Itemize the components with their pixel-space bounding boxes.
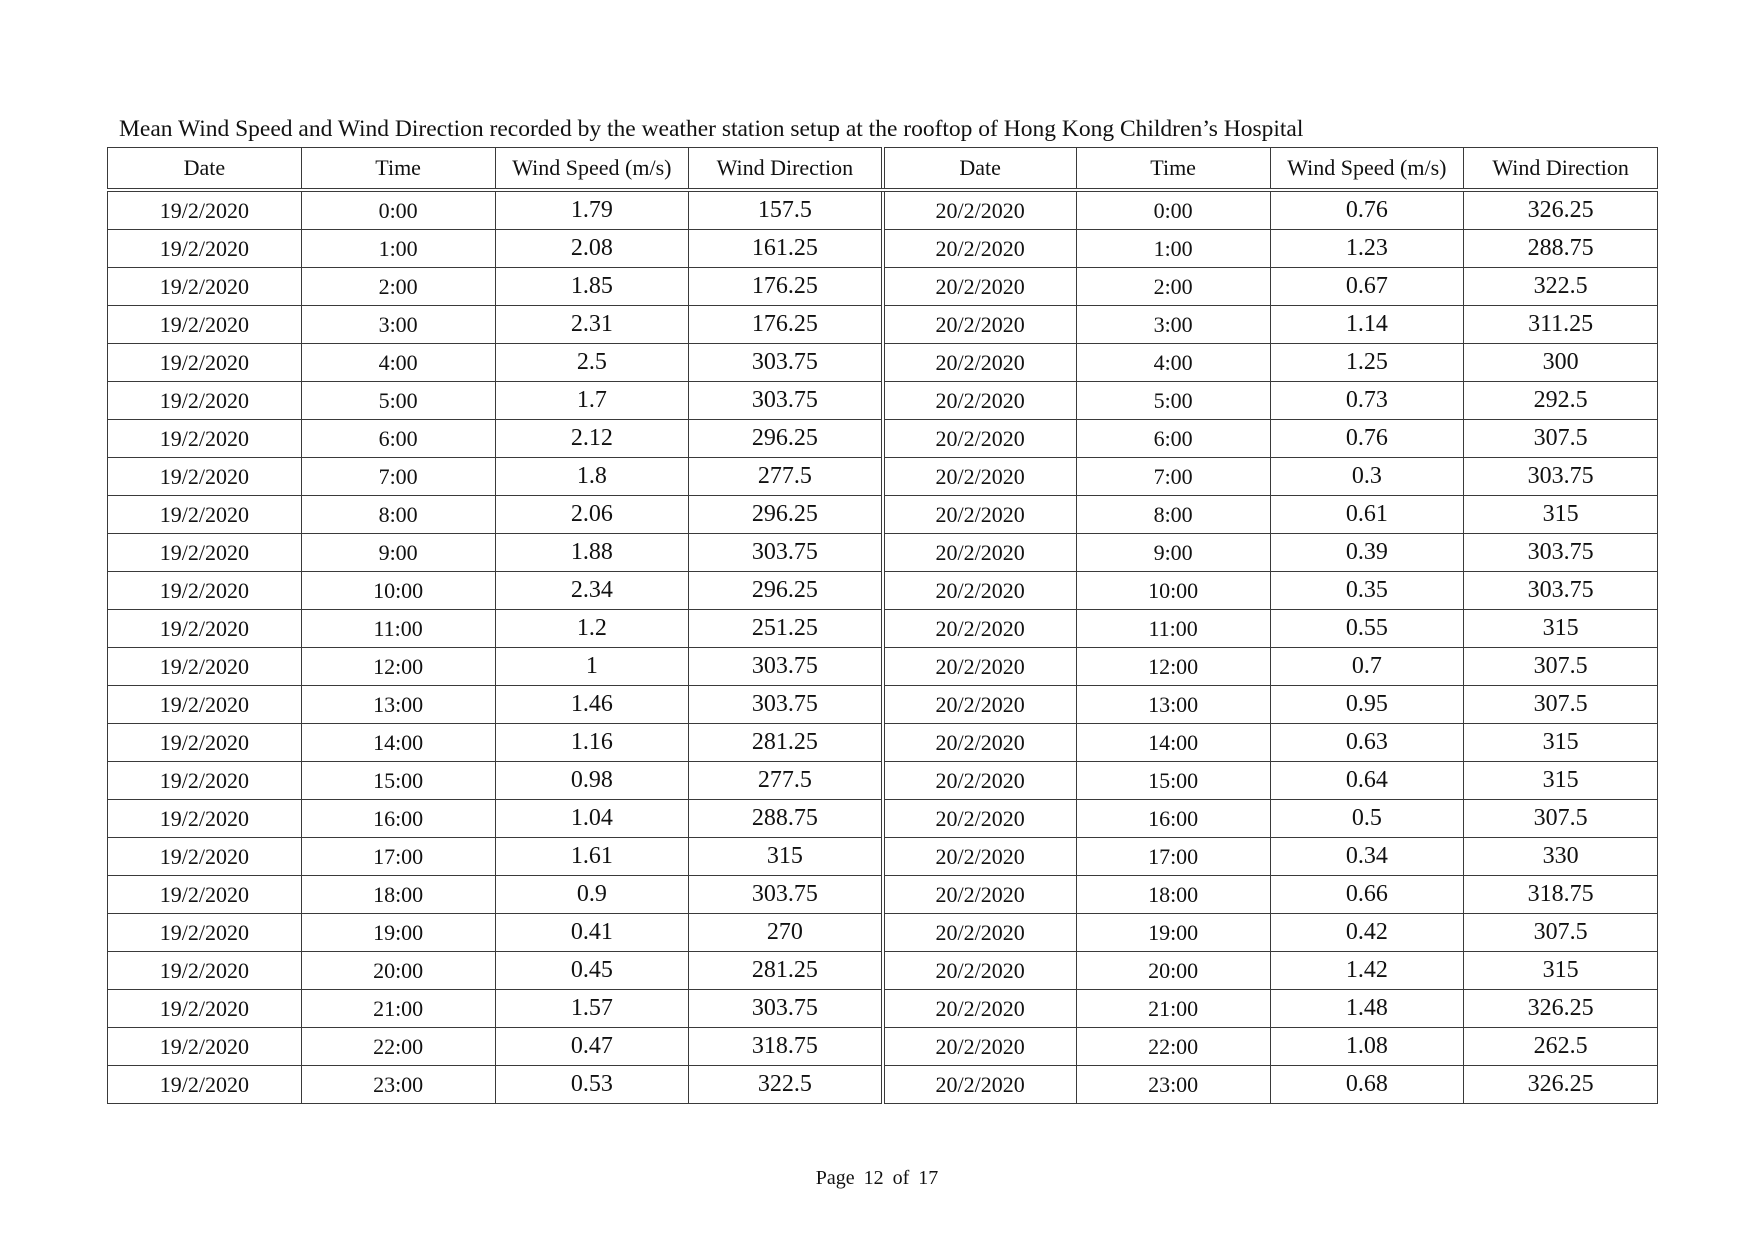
time-cell: 20:00	[301, 952, 495, 990]
date-cell: 20/2/2020	[883, 762, 1077, 800]
date-cell: 19/2/2020	[108, 762, 302, 800]
time-cell: 12:00	[1076, 648, 1270, 686]
time-cell: 11:00	[1076, 610, 1270, 648]
date-cell: 20/2/2020	[883, 382, 1077, 420]
wind-speed-cell: 0.47	[495, 1028, 689, 1066]
table-row	[108, 572, 1658, 610]
date-cell: 20/2/2020	[883, 876, 1077, 914]
time-cell: 2:00	[301, 268, 495, 306]
date-cell: 19/2/2020	[108, 306, 302, 344]
header-wind-speed-left: Wind Speed (m/s)	[495, 148, 689, 191]
wind-direction-cell: 277.5	[689, 762, 883, 800]
date-cell: 19/2/2020	[108, 990, 302, 1028]
wind-direction-cell: 281.25	[689, 724, 883, 762]
time-cell: 7:00	[1076, 458, 1270, 496]
time-cell: 6:00	[301, 420, 495, 458]
table-row	[108, 876, 1658, 914]
wind-speed-cell: 0.98	[495, 762, 689, 800]
table-row	[108, 1028, 1658, 1066]
time-cell: 5:00	[301, 382, 495, 420]
table-row	[108, 306, 1658, 344]
date-cell: 19/2/2020	[108, 876, 302, 914]
wind-direction-cell: 315	[1464, 952, 1658, 990]
header-date-right: Date	[883, 148, 1077, 191]
page-footer	[0, 1167, 1754, 1190]
date-cell: 20/2/2020	[883, 686, 1077, 724]
wind-direction-cell: 296.25	[689, 420, 883, 458]
wind-speed-cell: 1.48	[1270, 990, 1464, 1028]
date-cell: 20/2/2020	[883, 458, 1077, 496]
table-row	[108, 610, 1658, 648]
time-cell: 12:00	[301, 648, 495, 686]
time-cell: 1:00	[1076, 230, 1270, 268]
wind-direction-cell: 315	[1464, 724, 1658, 762]
wind-speed-cell: 0.41	[495, 914, 689, 952]
table-row	[108, 190, 1658, 230]
header-wind-direction-right: Wind Direction	[1464, 148, 1658, 191]
date-cell: 19/2/2020	[108, 610, 302, 648]
wind-direction-cell: 311.25	[1464, 306, 1658, 344]
wind-direction-cell: 318.75	[1464, 876, 1658, 914]
wind-direction-cell: 315	[1464, 610, 1658, 648]
wind-direction-cell: 330	[1464, 838, 1658, 876]
date-cell: 19/2/2020	[108, 724, 302, 762]
date-cell: 19/2/2020	[108, 800, 302, 838]
wind-direction-cell: 270	[689, 914, 883, 952]
wind-speed-cell: 0.3	[1270, 458, 1464, 496]
time-cell: 3:00	[1076, 306, 1270, 344]
table-row	[108, 800, 1658, 838]
time-cell: 10:00	[1076, 572, 1270, 610]
time-cell: 14:00	[301, 724, 495, 762]
wind-speed-cell: 1.16	[495, 724, 689, 762]
date-cell: 19/2/2020	[108, 648, 302, 686]
table-row	[108, 344, 1658, 382]
date-cell: 20/2/2020	[883, 306, 1077, 344]
wind-speed-cell: 2.08	[495, 230, 689, 268]
wind-direction-cell: 326.25	[1464, 190, 1658, 230]
table-row	[108, 952, 1658, 990]
wind-speed-cell: 0.64	[1270, 762, 1464, 800]
wind-speed-cell: 0.7	[1270, 648, 1464, 686]
wind-direction-cell: 157.5	[689, 190, 883, 230]
time-cell: 19:00	[301, 914, 495, 952]
time-cell: 15:00	[301, 762, 495, 800]
wind-direction-cell: 326.25	[1464, 990, 1658, 1028]
wind-direction-cell: 303.75	[689, 648, 883, 686]
header-date-left: Date	[108, 148, 302, 191]
date-cell: 19/2/2020	[108, 534, 302, 572]
time-cell: 17:00	[1076, 838, 1270, 876]
date-cell: 20/2/2020	[883, 952, 1077, 990]
wind-speed-cell: 1.79	[495, 190, 689, 230]
header-wind-direction-left: Wind Direction	[689, 148, 883, 191]
time-cell: 22:00	[1076, 1028, 1270, 1066]
wind-speed-cell: 1.2	[495, 610, 689, 648]
wind-speed-cell: 2.31	[495, 306, 689, 344]
wind-direction-cell: 307.5	[1464, 648, 1658, 686]
date-cell: 20/2/2020	[883, 572, 1077, 610]
time-cell: 16:00	[301, 800, 495, 838]
table-row	[108, 382, 1658, 420]
wind-speed-cell: 1.57	[495, 990, 689, 1028]
table-row	[108, 458, 1658, 496]
wind-data-table	[107, 147, 1658, 1104]
date-cell: 19/2/2020	[108, 230, 302, 268]
header-row	[108, 148, 1658, 191]
wind-direction-cell: 315	[689, 838, 883, 876]
date-cell: 20/2/2020	[883, 800, 1077, 838]
table-row	[108, 838, 1658, 876]
date-cell: 19/2/2020	[108, 572, 302, 610]
wind-speed-cell: 1.25	[1270, 344, 1464, 382]
table-row	[108, 686, 1658, 724]
wind-direction-cell: 307.5	[1464, 914, 1658, 952]
wind-speed-cell: 2.12	[495, 420, 689, 458]
time-cell: 23:00	[1076, 1066, 1270, 1104]
wind-speed-cell: 1.88	[495, 534, 689, 572]
table-row	[108, 914, 1658, 952]
wind-direction-cell: 288.75	[689, 800, 883, 838]
wind-direction-cell: 303.75	[1464, 572, 1658, 610]
header-time-left: Time	[301, 148, 495, 191]
wind-direction-cell: 303.75	[1464, 458, 1658, 496]
wind-speed-cell: 1.23	[1270, 230, 1464, 268]
date-cell: 20/2/2020	[883, 268, 1077, 306]
table-body	[108, 190, 1658, 1104]
wind-direction-cell: 161.25	[689, 230, 883, 268]
time-cell: 0:00	[301, 190, 495, 230]
time-cell: 16:00	[1076, 800, 1270, 838]
time-cell: 9:00	[1076, 534, 1270, 572]
wind-direction-cell: 288.75	[1464, 230, 1658, 268]
table-caption: Mean Wind Speed and Wind Direction recorded by the weather station setup at the rooftop of Hong Kong Children’s Hospital	[119, 116, 1304, 142]
table-row	[108, 230, 1658, 268]
wind-direction-cell: 307.5	[1464, 800, 1658, 838]
table-row	[108, 724, 1658, 762]
date-cell: 20/2/2020	[883, 230, 1077, 268]
wind-speed-cell: 1.46	[495, 686, 689, 724]
wind-speed-cell: 2.06	[495, 496, 689, 534]
wind-direction-cell: 303.75	[689, 686, 883, 724]
header-time-right: Time	[1076, 148, 1270, 191]
time-cell: 22:00	[301, 1028, 495, 1066]
page-label: Page	[815, 1167, 855, 1189]
wind-direction-cell: 322.5	[689, 1066, 883, 1104]
date-cell: 20/2/2020	[883, 610, 1077, 648]
wind-speed-cell: 0.66	[1270, 876, 1464, 914]
time-cell: 1:00	[301, 230, 495, 268]
date-cell: 20/2/2020	[883, 838, 1077, 876]
wind-direction-cell: 303.75	[689, 344, 883, 382]
wind-speed-cell: 2.5	[495, 344, 689, 382]
wind-speed-cell: 1.14	[1270, 306, 1464, 344]
wind-speed-cell: 2.34	[495, 572, 689, 610]
time-cell: 6:00	[1076, 420, 1270, 458]
time-cell: 20:00	[1076, 952, 1270, 990]
wind-direction-cell: 176.25	[689, 268, 883, 306]
wind-direction-cell: 281.25	[689, 952, 883, 990]
date-cell: 20/2/2020	[883, 914, 1077, 952]
wind-speed-cell: 0.5	[1270, 800, 1464, 838]
wind-speed-cell: 0.63	[1270, 724, 1464, 762]
time-cell: 14:00	[1076, 724, 1270, 762]
date-cell: 19/2/2020	[108, 344, 302, 382]
date-cell: 20/2/2020	[883, 1066, 1077, 1104]
time-cell: 23:00	[301, 1066, 495, 1104]
table-row	[108, 420, 1658, 458]
wind-direction-cell: 303.75	[1464, 534, 1658, 572]
time-cell: 11:00	[301, 610, 495, 648]
date-cell: 19/2/2020	[108, 838, 302, 876]
page-number: 12	[863, 1167, 884, 1189]
date-cell: 19/2/2020	[108, 382, 302, 420]
table-row	[108, 268, 1658, 306]
time-cell: 15:00	[1076, 762, 1270, 800]
page-total: 17	[918, 1167, 939, 1189]
time-cell: 8:00	[301, 496, 495, 534]
date-cell: 20/2/2020	[883, 420, 1077, 458]
wind-speed-cell: 0.45	[495, 952, 689, 990]
table-row	[108, 990, 1658, 1028]
wind-direction-cell: 251.25	[689, 610, 883, 648]
wind-speed-cell: 0.9	[495, 876, 689, 914]
wind-speed-cell: 0.53	[495, 1066, 689, 1104]
wind-direction-cell: 326.25	[1464, 1066, 1658, 1104]
date-cell: 20/2/2020	[883, 190, 1077, 230]
wind-speed-cell: 1.04	[495, 800, 689, 838]
time-cell: 21:00	[1076, 990, 1270, 1028]
wind-speed-cell: 0.95	[1270, 686, 1464, 724]
wind-direction-cell: 296.25	[689, 496, 883, 534]
date-cell: 19/2/2020	[108, 1028, 302, 1066]
date-cell: 19/2/2020	[108, 268, 302, 306]
wind-speed-cell: 0.35	[1270, 572, 1464, 610]
wind-speed-cell: 1.8	[495, 458, 689, 496]
wind-speed-cell: 0.73	[1270, 382, 1464, 420]
wind-direction-cell: 315	[1464, 762, 1658, 800]
wind-direction-cell: 262.5	[1464, 1028, 1658, 1066]
wind-speed-cell: 1.85	[495, 268, 689, 306]
wind-speed-cell: 0.42	[1270, 914, 1464, 952]
time-cell: 13:00	[1076, 686, 1270, 724]
time-cell: 4:00	[301, 344, 495, 382]
table-row	[108, 648, 1658, 686]
wind-speed-cell: 1.61	[495, 838, 689, 876]
date-cell: 19/2/2020	[108, 496, 302, 534]
date-cell: 19/2/2020	[108, 952, 302, 990]
wind-direction-cell: 303.75	[689, 990, 883, 1028]
time-cell: 0:00	[1076, 190, 1270, 230]
time-cell: 8:00	[1076, 496, 1270, 534]
time-cell: 17:00	[301, 838, 495, 876]
date-cell: 20/2/2020	[883, 1028, 1077, 1066]
wind-speed-cell: 1.42	[1270, 952, 1464, 990]
wind-speed-cell: 0.67	[1270, 268, 1464, 306]
wind-direction-cell: 307.5	[1464, 420, 1658, 458]
time-cell: 3:00	[301, 306, 495, 344]
date-cell: 19/2/2020	[108, 190, 302, 230]
table-row	[108, 534, 1658, 572]
wind-direction-cell: 300	[1464, 344, 1658, 382]
time-cell: 10:00	[301, 572, 495, 610]
date-cell: 20/2/2020	[883, 648, 1077, 686]
wind-speed-cell: 0.39	[1270, 534, 1464, 572]
date-cell: 19/2/2020	[108, 1066, 302, 1104]
header-wind-speed-right: Wind Speed (m/s)	[1270, 148, 1464, 191]
time-cell: 4:00	[1076, 344, 1270, 382]
wind-direction-cell: 303.75	[689, 534, 883, 572]
date-cell: 20/2/2020	[883, 990, 1077, 1028]
wind-direction-cell: 176.25	[689, 306, 883, 344]
wind-speed-cell: 0.76	[1270, 190, 1464, 230]
wind-direction-cell: 315	[1464, 496, 1658, 534]
wind-speed-cell: 0.68	[1270, 1066, 1464, 1104]
time-cell: 5:00	[1076, 382, 1270, 420]
time-cell: 9:00	[301, 534, 495, 572]
date-cell: 19/2/2020	[108, 458, 302, 496]
wind-speed-cell: 0.76	[1270, 420, 1464, 458]
time-cell: 7:00	[301, 458, 495, 496]
table-row	[108, 496, 1658, 534]
wind-speed-cell: 1.7	[495, 382, 689, 420]
wind-direction-cell: 303.75	[689, 382, 883, 420]
table-row	[108, 1066, 1658, 1104]
wind-direction-cell: 303.75	[689, 876, 883, 914]
time-cell: 13:00	[301, 686, 495, 724]
table-row	[108, 762, 1658, 800]
date-cell: 20/2/2020	[883, 344, 1077, 382]
wind-speed-cell: 0.55	[1270, 610, 1464, 648]
date-cell: 20/2/2020	[883, 724, 1077, 762]
page-of-label: of	[892, 1167, 910, 1189]
date-cell: 20/2/2020	[883, 534, 1077, 572]
time-cell: 18:00	[1076, 876, 1270, 914]
wind-direction-cell: 307.5	[1464, 686, 1658, 724]
wind-direction-cell: 292.5	[1464, 382, 1658, 420]
date-cell: 19/2/2020	[108, 686, 302, 724]
date-cell: 19/2/2020	[108, 420, 302, 458]
table-header	[108, 148, 1658, 191]
wind-speed-cell: 1.08	[1270, 1028, 1464, 1066]
wind-speed-cell: 0.61	[1270, 496, 1464, 534]
time-cell: 18:00	[301, 876, 495, 914]
wind-direction-cell: 318.75	[689, 1028, 883, 1066]
wind-direction-cell: 277.5	[689, 458, 883, 496]
wind-speed-cell: 1	[495, 648, 689, 686]
wind-direction-cell: 322.5	[1464, 268, 1658, 306]
wind-direction-cell: 296.25	[689, 572, 883, 610]
wind-speed-cell: 0.34	[1270, 838, 1464, 876]
date-cell: 20/2/2020	[883, 496, 1077, 534]
date-cell: 19/2/2020	[108, 914, 302, 952]
time-cell: 19:00	[1076, 914, 1270, 952]
time-cell: 2:00	[1076, 268, 1270, 306]
time-cell: 21:00	[301, 990, 495, 1028]
